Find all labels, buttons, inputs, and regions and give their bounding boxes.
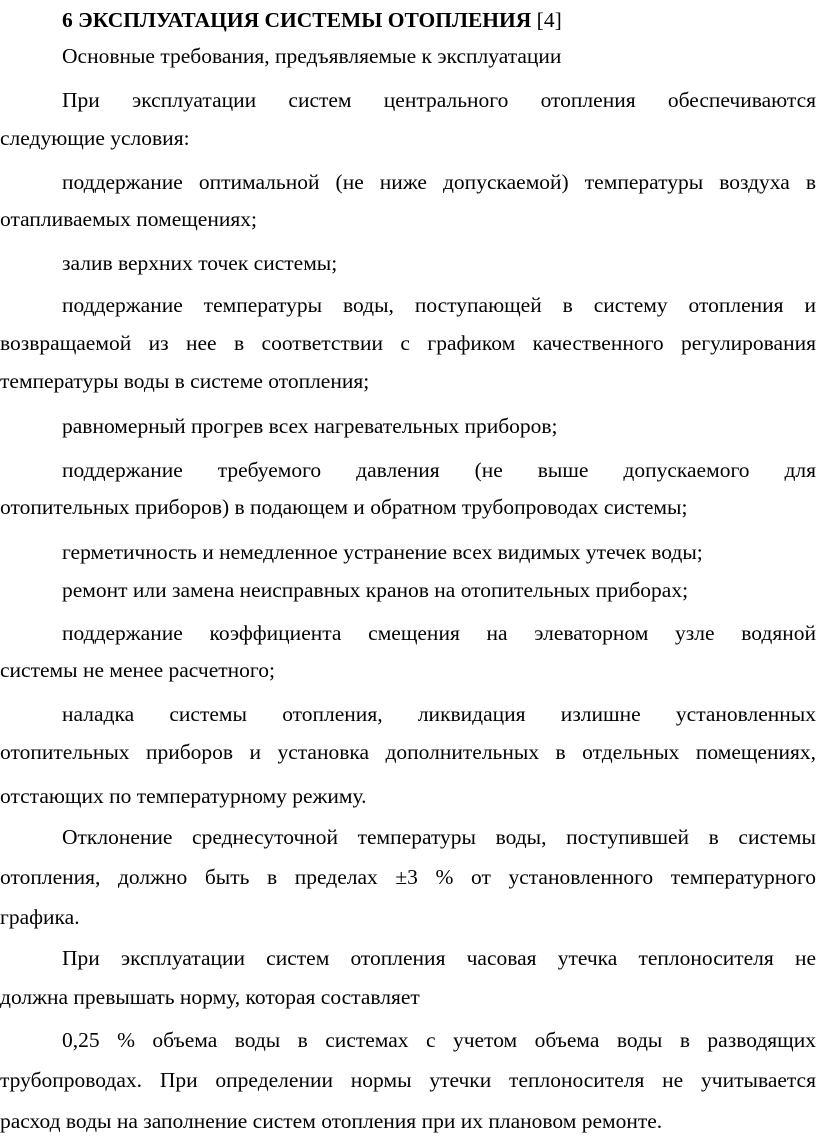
intro-line: При эксплуатации систем центрального отопления обеспечиваются	[62, 88, 816, 112]
paragraph-line: Отклонение среднесуточной температуры воды, поступившей в системы	[62, 825, 816, 849]
paragraph-line: При эксплуатации систем отопления часовая утечка теплоносителя не	[62, 946, 816, 970]
condition-line: поддержание коэффициента смещения на элеваторном узле водяной	[62, 621, 816, 645]
section-title-text: 6 ЭКСПЛУАТАЦИЯ СИСТЕМЫ ОТОПЛЕНИЯ	[62, 8, 532, 32]
condition-line: наладка системы отопления, ликвидация излишне установленных	[62, 702, 816, 726]
intro-line: следующие условия:	[0, 126, 190, 150]
condition-line: возвращаемой из нее в соответствии с графиком качественного регулирования	[0, 331, 816, 355]
paragraph-line: расход воды на заполнение систем отопления при их плановом ремонте.	[0, 1109, 663, 1133]
paragraph-line: графика.	[0, 905, 80, 929]
condition-line: отапливаемых помещениях;	[0, 207, 257, 231]
paragraph-line: должна превышать норму, которая составляет	[0, 985, 420, 1009]
condition-line: отопительных приборов) в подающем и обратном трубопроводах системы;	[0, 495, 688, 519]
paragraph-line: отопления, должно быть в пределах ±3 % от установленного температурного	[0, 865, 816, 889]
subtitle: Основные требования, предъявляемые к эксплуатации	[62, 44, 562, 68]
section-title	[0, 0, 816, 40]
condition-line: залив верхних точек системы;	[62, 251, 338, 275]
condition-line: герметичность и немедленное устранение всех видимых утечек воды;	[62, 540, 703, 564]
condition-line: равномерный прогрев всех нагревательных приборов;	[62, 414, 558, 438]
condition-line: отопительных приборов и установка дополнительных в отдельных помещениях,	[0, 740, 816, 764]
condition-line: поддержание температуры воды, поступающей в систему отопления и	[62, 293, 816, 317]
condition-line: отстающих по температурному режиму.	[0, 784, 367, 808]
condition-line: температуры воды в системе отопления;	[0, 369, 370, 393]
condition-line: ремонт или замена неисправных кранов на отопительных приборах;	[62, 578, 689, 602]
section-title-reference: [4]	[531, 8, 562, 32]
paragraph-line: трубопроводах. При определении нормы утечки теплоносителя не учитывается	[0, 1068, 816, 1092]
condition-line: поддержание оптимальной (не ниже допускаемой) температуры воздуха в	[62, 170, 816, 194]
condition-line: поддержание требуемого давления (не выше допускаемого для	[62, 458, 816, 482]
paragraph-line: 0,25 % объема воды в системах с учетом объема воды в разводящих	[62, 1028, 816, 1052]
condition-line: системы не менее расчетного;	[0, 658, 275, 682]
